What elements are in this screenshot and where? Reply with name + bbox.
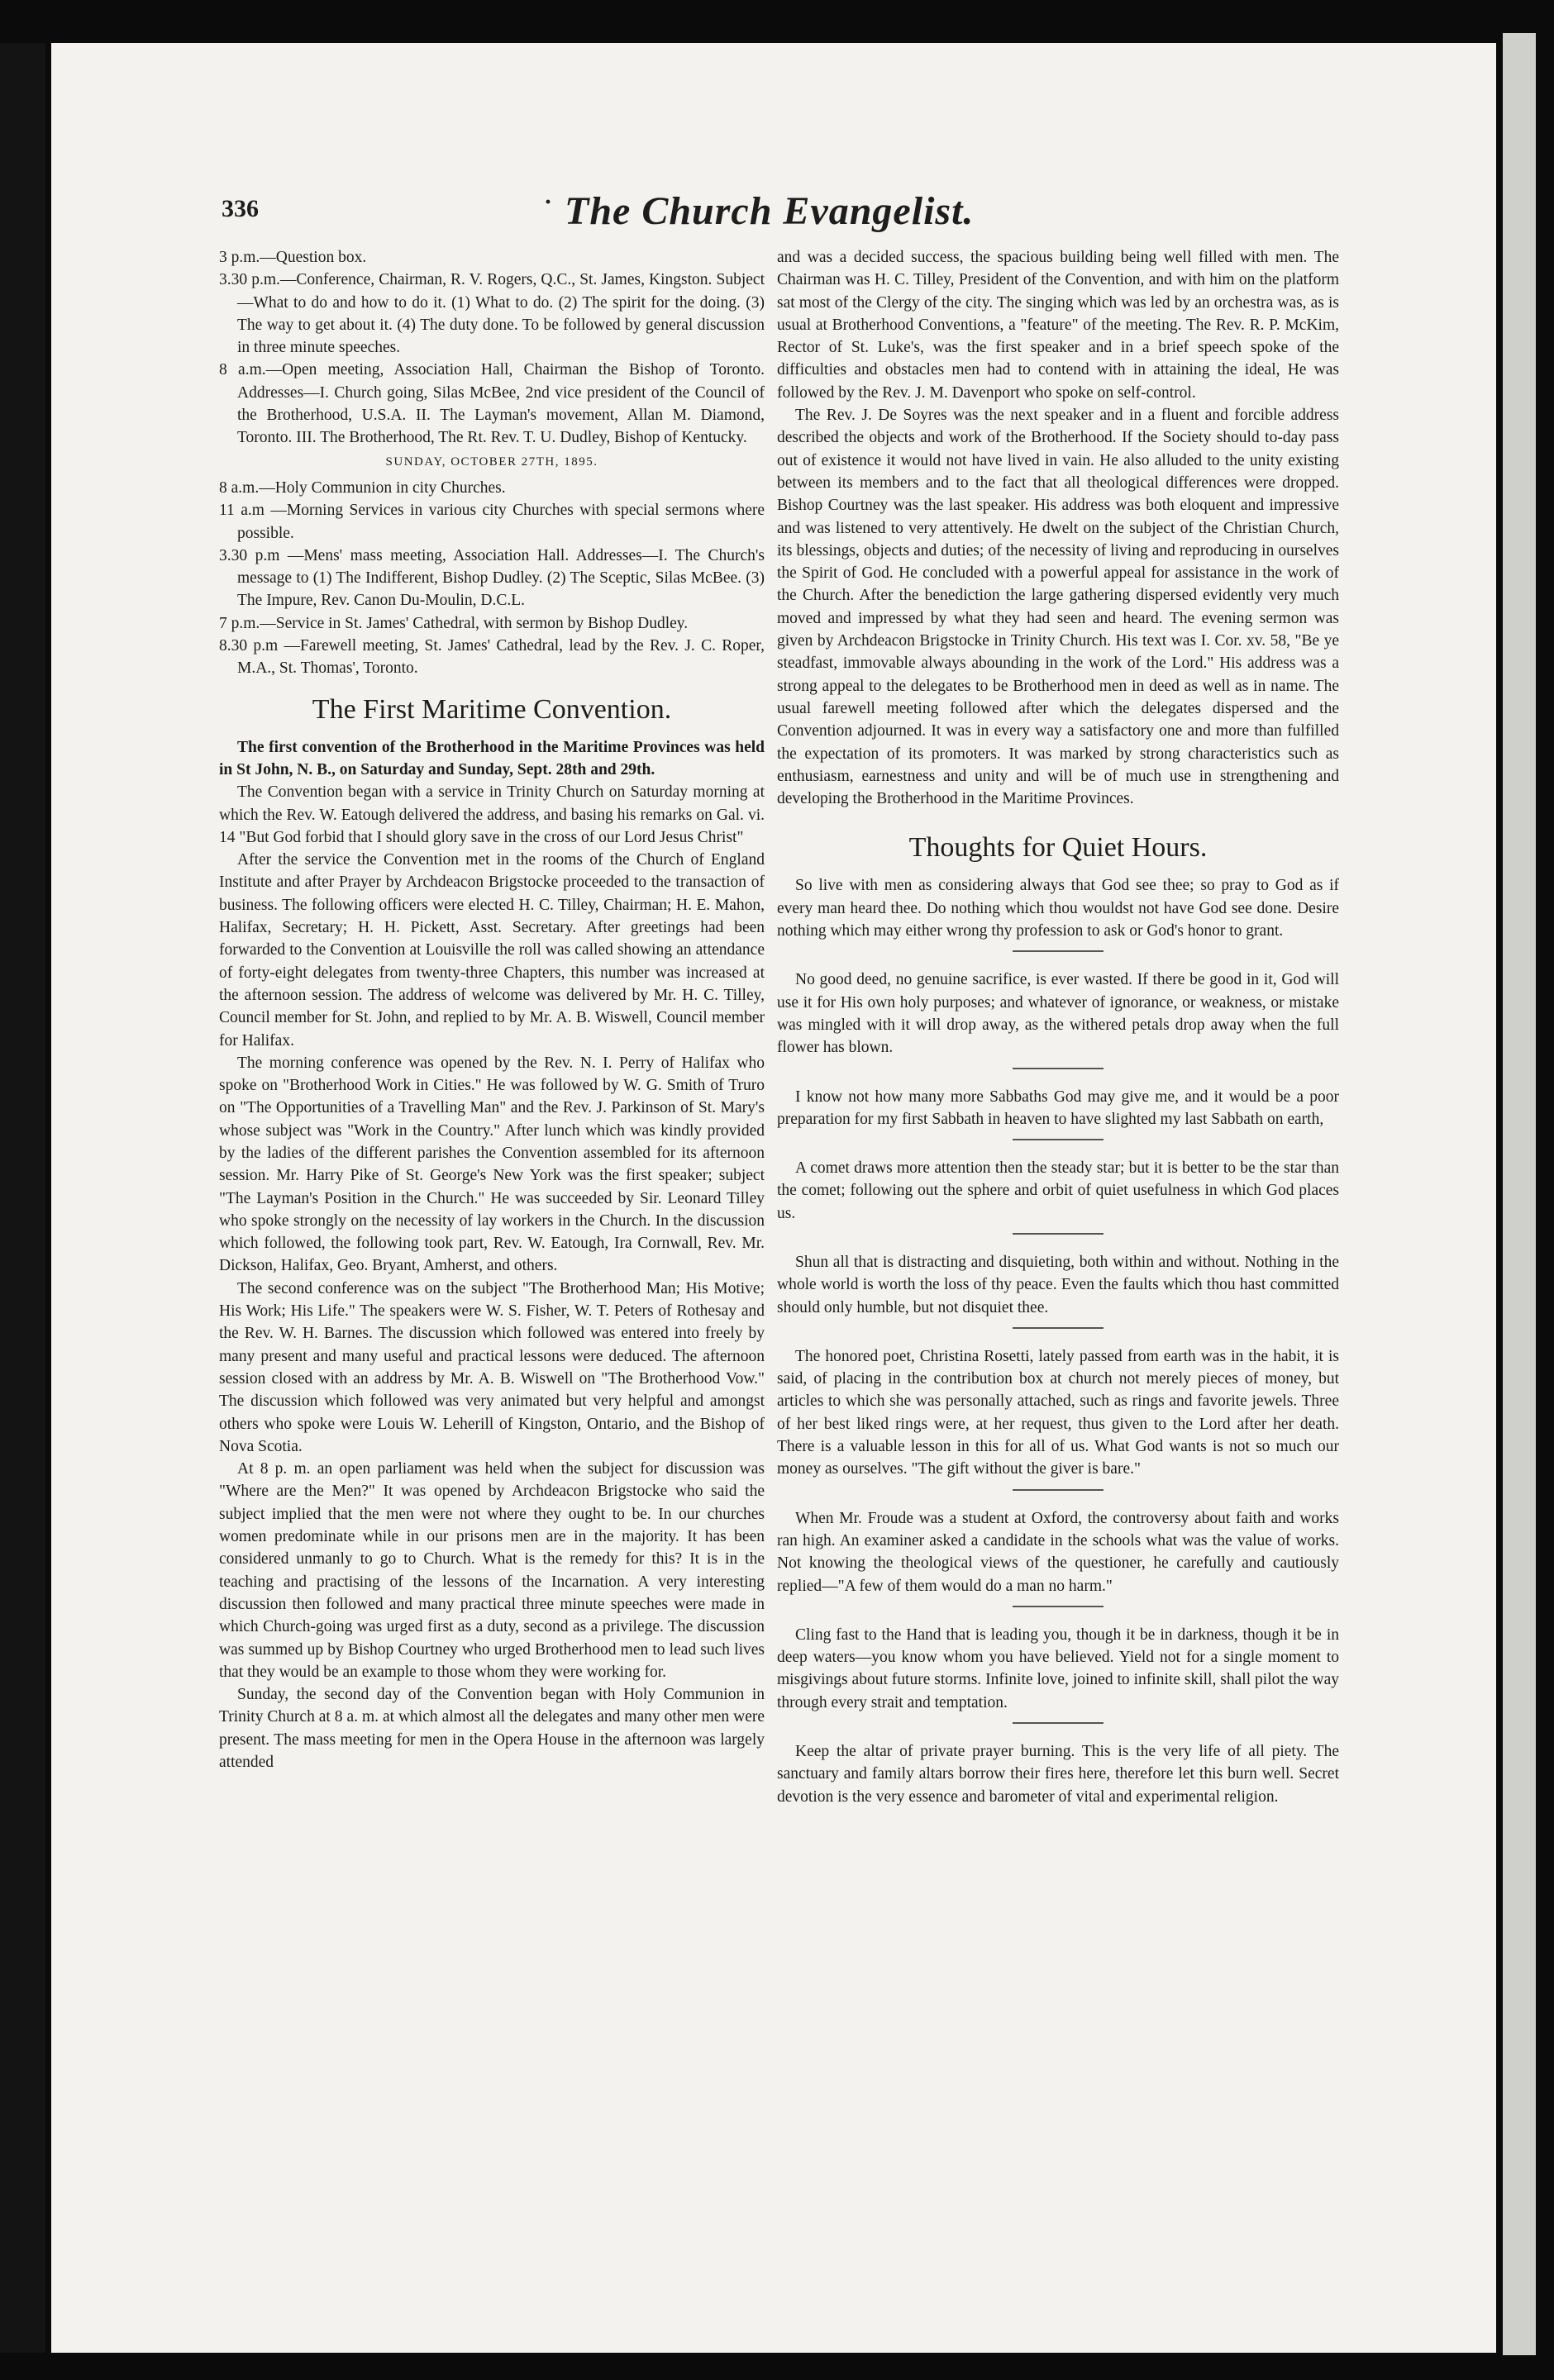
thought-paragraph: A comet draws more attention then the steady star; but it is better to be the star than the comet; following out the sphere and orbit of quiet usefulness in which God places us. xyxy=(777,1159,1339,1222)
divider xyxy=(1013,1489,1104,1491)
schedule-item: 3.30 p.m —Mens' mass meeting, Association Hall. Addresses—I. The Church's message to (1) The Indifferent, Bishop Dudley. (2) The Sceptic, Silas McBee. (3) The Impure, Rev. Canon Du-Moulin, D.C.L. xyxy=(219,546,765,610)
divider xyxy=(1013,1068,1104,1069)
divider xyxy=(1013,950,1104,952)
header-dot: · xyxy=(544,188,553,216)
thought-paragraph: The honored poet, Christina Rosetti, lately passed from earth was in the habit, it is said, of placing in the contribution box at church not merely pieces of money, but articles to which she was personally attached, such as rings and favorite jewels. Three of her best liked rings were, at her request, thus given to the Lord after her death. There is a valuable lesson in this for all of us. What God wants is not so much our money as ourselves. "The gift without the giver is bare." xyxy=(777,1347,1339,1478)
divider xyxy=(1013,1606,1104,1607)
page-header xyxy=(222,188,1379,238)
thought-paragraph: So live with men as considering always that God see thee; so pray to God as if every man heard thee. Do nothing which thou wouldst not have God see done. Desire nothing which may either wrong thy profession to ask or God's honor to grant. xyxy=(777,877,1339,940)
article-paragraph: and was a decided success, the spacious building being well filled with men. The Chairman was H. C. Tilley, President of the Convention, and with him on the platform sat most of the Clergy of the city. The singing which was led by an orchestra was, as is usual at Brotherhood Conventions, a "feature" of the meeting. The Rev. R. P. McKim, Rector of St. Luke's, was the first speaker and in a brief speech spoke of the difficulties and obstacles men had to contend with in attaining the ideal, He was followed by the Rev. J. M. Davenport who spoke on self-control. xyxy=(777,249,1339,402)
left-column xyxy=(219,246,765,1773)
article-paragraph: The morning conference was opened by the Rev. N. I. Perry of Halifax who spoke on "Brotherhood Work in Cities." He was followed by W. G. Smith of Truro on "The Opportunities of a Travelling Man" and the Rev. J. Parkinson of St. Mary's whose subject was "Work in the Country." After lunch which was kindly provided by the ladies of the different parishes the Convention assembled for its afternoon session. Mr. Harry Pike of St. George's New York was the first speaker; subject "The Layman's Position in the Church." He was succeeded by Sir. Leonard Tilley who spoke strongly on the necessity of lay workers in the Church. In the discussion which followed, the following took part, Rev. W. Eatough, Ira Cornwall, Rev. Mr. Dickson, Halifax, Geo. Bryant, Amherst, and others. xyxy=(219,1054,765,1275)
schedule-item: 3.30 p.m.—Conference, Chairman, R. V. Rogers, Q.C., St. James, Kingston. Subject—What to do and how to do it. (1) What to do. (2) The spirit for the doing. (3) The way to get about it. (4) The duty done. To be followed by general discussion in three minute speeches. xyxy=(219,271,765,357)
article-paragraph: At 8 p. m. an open parliament was held when the subject for discussion was "Where are the Men?" It was opened by Archdeacon Brigstocke who said the subject implied that the men were not where they ought to be. In our churches women predominate while in our prisons men are in the majority. It has been considered unmanly to go to Church. What is the remedy for this? It is in the teaching and practising of the lessons of the Incarnation. A very interesting discussion then followed and many practical three minute speeches were made in which Church-going was urged first as a duty, second as a privilege. The discussion was summed up by Bishop Courtney who urged Brotherhood men to lead such lives that they would be an example to those whom they were working for. xyxy=(219,1460,765,1681)
thought-paragraph: Shun all that is distracting and disquieting, both within and without. Nothing in the whole world is worth the loss of thy peace. Even the faults which thou hast committed should only humble, but not disquiet thee. xyxy=(777,1253,1339,1316)
schedule-item: 8 a.m.—Holy Communion in city Churches. xyxy=(219,478,506,497)
divider xyxy=(1013,1139,1104,1140)
divider xyxy=(1013,1722,1104,1724)
article-paragraph: The Convention began with a service in Trinity Church on Saturday morning at which the Rev. W. Eatough delivered the address, and basing his remarks on Gal. vi. 14 "But God forbid that I should glory save in the cross of our Lord Jesus Christ" xyxy=(219,783,765,846)
section-heading: Thoughts for Quiet Hours. xyxy=(908,832,1208,864)
schedule-item: 8.30 p.m —Farewell meeting, St. James' Cathedral, lead by the Rev. J. C. Roper, M.A., St. Thomas', Toronto. xyxy=(219,637,765,678)
schedule-item: 7 p.m.—Service in St. James' Cathedral, with sermon by Bishop Dudley. xyxy=(219,614,689,632)
article-paragraph: The second conference was on the subject "The Brotherhood Man; His Motive; His Work; His Life." The speakers were W. S. Fisher, W. T. Peters of Rothesay and the Rev. W. H. Barnes. The discussion which followed was entered into freely by many present and many useful and practical lessons were deduced. The afternoon session closed with an address by Mr. A. B. Wiswell on "The Brotherhood Vow." The discussion which followed was very animated but very helpful and amongst others who spoke were Louis W. Leherill of Kingston, Ontario, and the Bishop of Nova Scotia. xyxy=(219,1279,765,1455)
article-paragraph: After the service the Convention met in the rooms of the Church of England Institute and after Prayer by Archdeacon Brigstocke proceeded to the transaction of business. The following officers were elected H. C. Tilley, Chairman; H. E. Mahon, Halifax, Secretary; H. H. Pickett, Asst. Secretary. After greetings had been forwarded to the Convention at Louisville the roll was called showing an attendance of forty-eight delegates from twenty-three Chapters, this number was increased at the afternoon session. The address of welcome was delivered by Mr. H. C. Tilley, Council member for St. John, and replied to by Mr. A. B. Wiswell, Council member for Halifax. xyxy=(219,851,765,1050)
page-number: 336 xyxy=(222,195,259,222)
right-column xyxy=(777,246,1339,1808)
thought-paragraph: Cling fast to the Hand that is leading you, though it be in darkness, though it be in deep waters—you know whom you have believed. Yield not for a single moment to misgivings about future storms. Infinite love, joined to infinite skill, shall pilot the way through every strait and temptation. xyxy=(777,1626,1339,1711)
thought-paragraph: No good deed, no genuine sacrifice, is ever wasted. If there be good in it, God will use it for His own holy purposes; and whatever of ignorance, or weakness, or mistake was mingled with it will drop away, as the withered petals drop away when the full flower has blown. xyxy=(777,971,1339,1057)
sunday-date-line: SUNDAY, OCTOBER 27TH, 1895. xyxy=(385,455,598,469)
article-paragraph: The Rev. J. De Soyres was the next speaker and in a fluent and forcible address described the objects and work of the Brotherhood. If the Society should to-day pass out of existence it would not have lived in vain. He also alluded to the unity existing between its members and to the fact that all theological differences were dropped. Bishop Courtney was the last speaker. His address was both eloquent and impressive and was listened to very attentively. He dwelt on the subject of the Christian Church, its blessings, objects and duties; of the necessity of living and reproducing in ourselves the Spirit of God. He concluded with a powerful appeal for assistance in the work of the Church. After the benediction the large gathering dispersed evidently very much moved and impressed by what they had seen and heard. The evening sermon was given by Archdeacon Brigstocke in Trinity Church. His text was I. Cor. xv. 58, "Be ye steadfast, immovable always abounding in the work of the Lord." His address was a strong appeal to the delegates to be Brotherhood men in deed as well as in name. The usual farewell meeting followed after which the delegates dispersed and the Convention adjourned. It was in every way a satisfactory one and more than fulfilled the expectation of its promoters. It was marked by strong characteristics such as enthusiasm, earnestness and unity and will be of much use in strengthening and developing the Brotherhood in the Maritime Provinces. xyxy=(777,407,1339,808)
article-paragraph: Sunday, the second day of the Convention began with Holy Communion in Trinity Church at 8 a. m. at which almost all the delegates and many other men were present. The mass meeting for men in the Opera House in the afternoon was largely attended xyxy=(219,1686,765,1771)
thought-paragraph: When Mr. Froude was a student at Oxford, the controversy about faith and works ran high. An examiner asked a candidate in the schools what was the value of works. Not knowing the theological views of the questioner, he carefully and cautiously replied—"A few of them would do a man no harm." xyxy=(777,1509,1339,1595)
section-heading: The First Maritime Convention. xyxy=(312,693,672,725)
masthead-title: The Church Evangelist. xyxy=(565,189,975,233)
schedule-item: 3 p.m.—Question box. xyxy=(219,249,367,266)
article-paragraph: The first convention of the Brotherhood in the Maritime Provinces was held in St John, N. B., on Saturday and Sunday, Sept. 28th and 29th. xyxy=(219,738,765,778)
divider xyxy=(1013,1233,1104,1235)
divider xyxy=(1013,1327,1104,1329)
schedule-item: 8 a.m.—Open meeting, Association Hall, Chairman the Bishop of Toronto. Addresses—I. Church going, Silas McBee, 2nd vice president of the Council of the Brotherhood, U.S.A. II. The Layman's movement, Allan M. Diamond, Toronto. III. The Brotherhood, The Rt. Rev. T. U. Dudley, Bishop of Kentucky. xyxy=(219,361,765,447)
scan-edge-right xyxy=(1503,33,1536,2355)
schedule-item: 11 a.m —Morning Services in various city Churches with special sermons where possible. xyxy=(219,502,765,542)
thought-paragraph: I know not how many more Sabbaths God may give me, and it would be a poor preparation for my first Sabbath in heaven to have slighted my last Sabbath on earth, xyxy=(777,1088,1339,1128)
thought-paragraph: Keep the altar of private prayer burning. This is the very life of all piety. The sanctuary and family altars borrow their fires here, therefore let this burn well. Secret devotion is the very essence and barometer of vital and experimental religion. xyxy=(777,1743,1339,1806)
scan-edge-left xyxy=(0,43,45,2353)
